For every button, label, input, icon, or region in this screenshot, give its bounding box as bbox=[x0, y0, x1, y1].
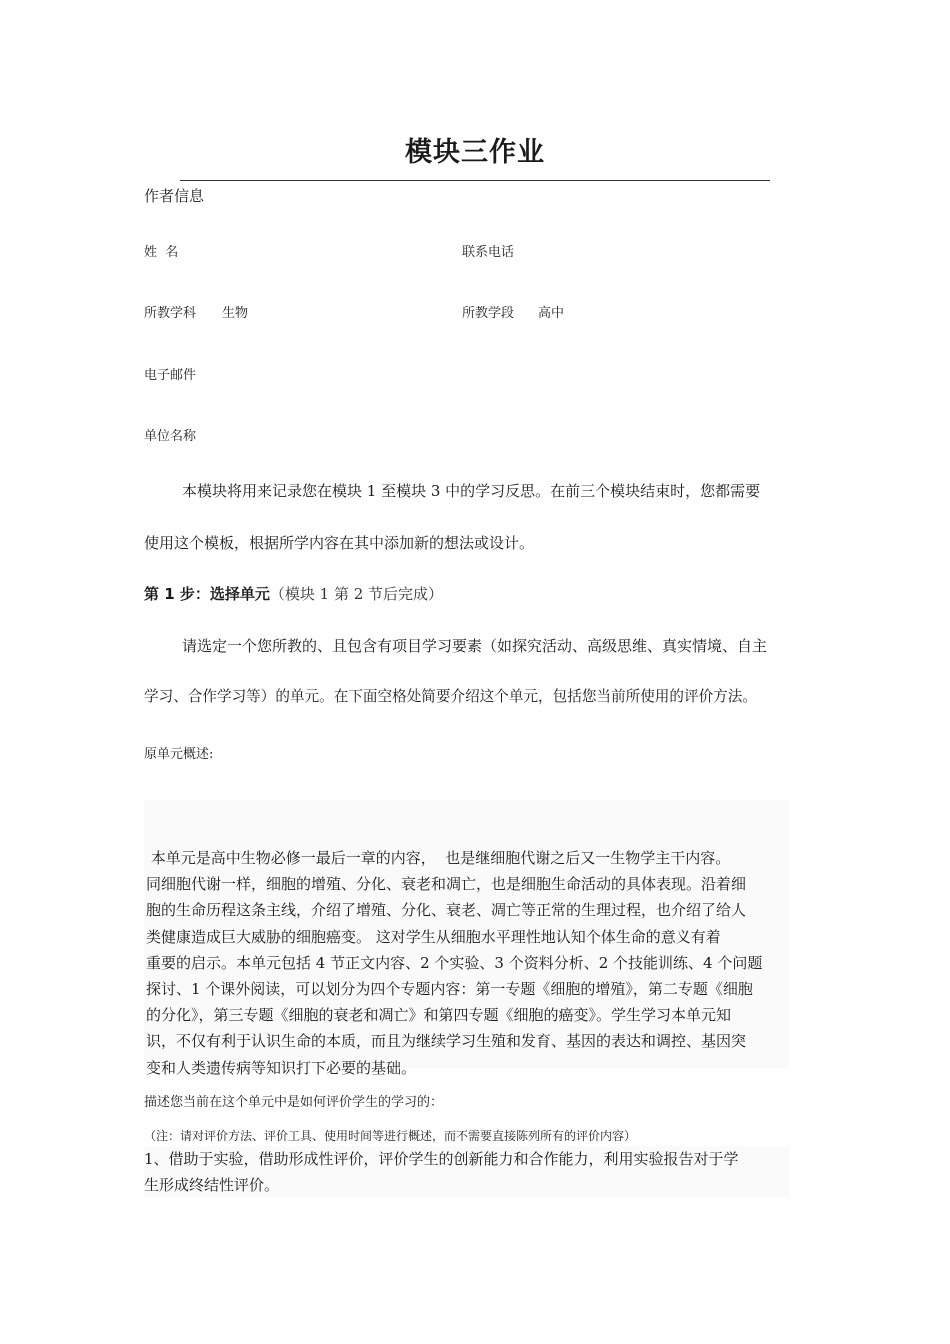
overview-line: 重要的启示。本单元包括 4 节正文内容、2 个实验、3 个资料分析、2 个技能训练、4 个问题 bbox=[146, 953, 763, 972]
intro-line-2: 使用这个模板，根据所学内容在其中添加新的想法或设计。 bbox=[144, 534, 535, 552]
unit-label: 单位名称 bbox=[144, 429, 197, 444]
intro-line-1: 本模块将用来记录您在模块 1 至模块 3 中的学习反思。在前三个模块结束时，您都需要 bbox=[182, 482, 761, 500]
subject-label: 所教学科 bbox=[144, 306, 197, 321]
author-info-heading: 作者信息 bbox=[144, 187, 205, 205]
overview-line: 变和人类遗传病等知识打下必要的基础。 bbox=[146, 1058, 417, 1077]
assessment-line: 生形成终结性评价。 bbox=[144, 1176, 280, 1195]
stage-label: 所教学段 bbox=[462, 306, 515, 321]
overview-line: 胞的生命历程这条主线，介绍了增殖、分化、衰老、凋亡等正常的生理过程，也介绍了给人 bbox=[146, 901, 747, 920]
overview-text bbox=[146, 845, 796, 1081]
document-title: 模块三作业 bbox=[405, 137, 545, 168]
assessment-label: 描述您当前在这个单元中是如何评价学生的学习的： bbox=[144, 1095, 444, 1110]
assessment-note: （注：请对评价方法、评价工具、使用时间等进行概述，而不需要直接陈列所有的评价内容） bbox=[144, 1129, 637, 1143]
assessment-text bbox=[144, 1146, 794, 1198]
stage-value: 高中 bbox=[538, 306, 565, 321]
overview-line: 本单元是高中生物必修一最后一章的内容， 也是继细胞代谢之后又一生物学主干内容。 bbox=[146, 849, 731, 867]
name-label: 姓 名 bbox=[144, 245, 179, 260]
email-field bbox=[144, 364, 196, 383]
step1-line-1: 请选定一个您所教的、且包含有项目学习要素（如探究活动、高级思维、真实情境、自主 bbox=[182, 637, 768, 655]
overview-line: 同细胞代谢一样，细胞的增殖、分化、衰老和凋亡，也是细胞生命活动的具体表现。沿着细 bbox=[146, 875, 747, 894]
stage-field bbox=[462, 302, 564, 321]
email-label: 电子邮件 bbox=[144, 368, 197, 383]
step1-subtitle: （模块 1 第 2 节后完成） bbox=[269, 585, 444, 603]
overview-line: 探讨、1 个课外阅读，可以划分为四个专题内容：第一专题《细胞的增殖》，第二专题《细胞 bbox=[146, 980, 753, 999]
step1-line-2: 学习、合作学习等）的单元。在下面空格处简要介绍这个单元，包括您当前所使用的评价方法。 bbox=[144, 688, 757, 705]
phone-label: 联系电话 bbox=[462, 245, 515, 260]
step1-title: 第 1 步：选择单元 bbox=[144, 585, 270, 603]
overview-line: 的分化》，第三专题《细胞的衰老和凋亡》和第四专题《细胞的癌变》。学生学习本单元知 bbox=[146, 1006, 732, 1025]
title-underline bbox=[180, 180, 770, 181]
unit-field bbox=[144, 425, 196, 444]
assessment-line: 1、借助于实验，借助形成性评价，评价学生的创新能力和合作能力，利用实验报告对于学 bbox=[144, 1150, 739, 1168]
phone-field bbox=[462, 241, 514, 260]
overview-line: 类健康造成巨大威胁的细胞癌变。 这对学生从细胞水平理性地认知个体生命的意义有着 bbox=[146, 927, 721, 946]
subject-field bbox=[144, 302, 248, 321]
name-field bbox=[144, 241, 178, 260]
subject-value: 生物 bbox=[222, 306, 249, 321]
overview-label: 原单元概述: bbox=[144, 747, 214, 762]
step1-heading bbox=[144, 583, 443, 604]
overview-line: 识，不仅有利于认识生命的本质，而且为继续学习生殖和发育、基因的表达和调控、基因突 bbox=[146, 1032, 747, 1051]
